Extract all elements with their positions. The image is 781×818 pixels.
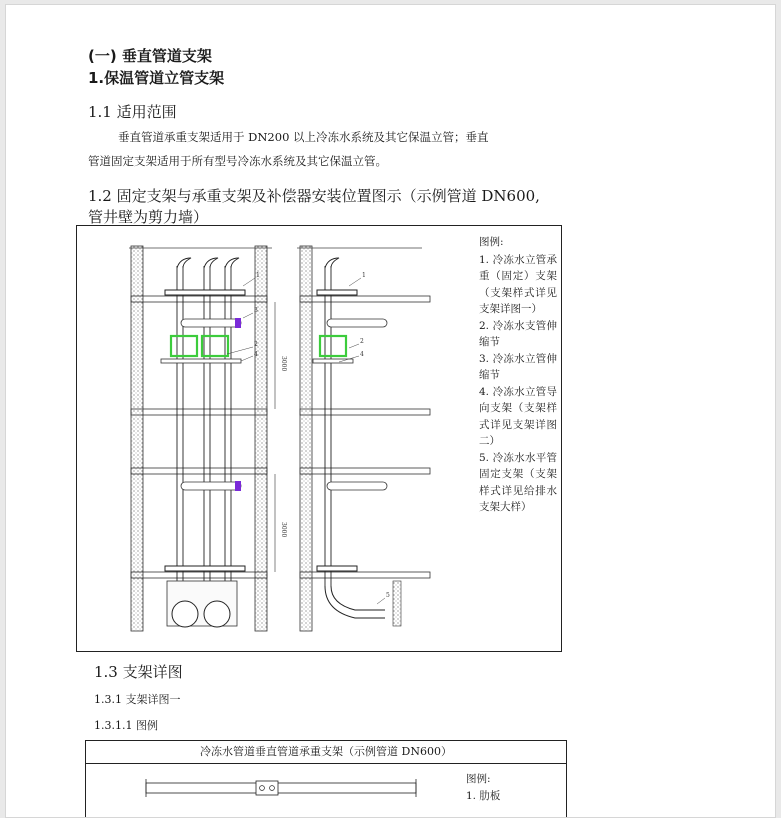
callout-4-right: 4: [360, 351, 364, 358]
section-title-1-3-1: 1.3.1 支架详图一: [94, 693, 181, 706]
legend-item-1: 1. 冷冻水立管承重（固定）支架（支架样式详见支架详图一）: [479, 253, 557, 315]
highlighted-compensators: [171, 336, 228, 356]
figure-legend: [479, 234, 557, 516]
heading-insulated-riser-support: 1.保温管道立管支架: [88, 69, 225, 87]
callout-3: 3: [254, 307, 258, 314]
callout-5: 5: [386, 592, 390, 599]
section-title-1-3-1-1: 1.3.1.1 图例: [94, 719, 158, 732]
heading-vertical-pipe-support: (一) 垂直管道支架: [88, 47, 212, 65]
legend-item-4: 4. 冷冻水立管导向支架（支架样式详见支架详图二）: [479, 385, 557, 447]
paragraph-line-1: 垂直管道承重支架适用于 DN200 以上冷冻水系统及其它保温立管；垂直: [118, 130, 489, 144]
legend-item-5: 5. 冷冻水水平管固定支架（支架样式详见给排水支架大样）: [479, 451, 557, 513]
detail-table: [85, 740, 567, 818]
detail-drawing: [136, 773, 436, 803]
callout-2: 2: [254, 341, 258, 348]
callout-1: 1: [256, 272, 260, 279]
paragraph-line-2: 管道固定支架适用于所有型号冷冻水系统及其它保温立管。: [88, 154, 387, 168]
callout-1-right: 1: [362, 272, 366, 279]
detail-table-caption: 冷冻水管道垂直管道承重支架（示例管道 DN600）: [86, 741, 566, 764]
legend-title: 图例:: [479, 236, 504, 248]
left-shaft: [129, 246, 287, 631]
section-title-1-1: 1.1 适用范围: [88, 103, 177, 121]
detail-legend-title: 图例:: [466, 773, 491, 785]
section-title-1-3: 1.3 支架详图: [94, 663, 183, 681]
dimension-label-lower: 3000: [280, 522, 287, 538]
legend-item-2: 2. 冷冻水支管伸缩节: [479, 319, 557, 348]
callout-4: 4: [254, 351, 258, 358]
detail-table-legend: [466, 771, 500, 805]
legend-item-3: 3. 冷冻水立管伸缩节: [479, 352, 557, 381]
section-title-1-2-line-1: 1.2 固定支架与承重支架及补偿器安装位置图示（示例管道 DN600,: [88, 187, 540, 205]
section-title-1-2-line-2: 管井壁为剪力墙）: [88, 208, 209, 226]
document-page: [5, 4, 776, 818]
detail-legend-item-1: 1. 肋板: [466, 790, 501, 802]
dimension-label-upper: 3000: [280, 356, 287, 372]
callout-2-right: 2: [360, 338, 364, 345]
support-location-figure: [76, 225, 562, 652]
right-shaft: [297, 246, 430, 631]
